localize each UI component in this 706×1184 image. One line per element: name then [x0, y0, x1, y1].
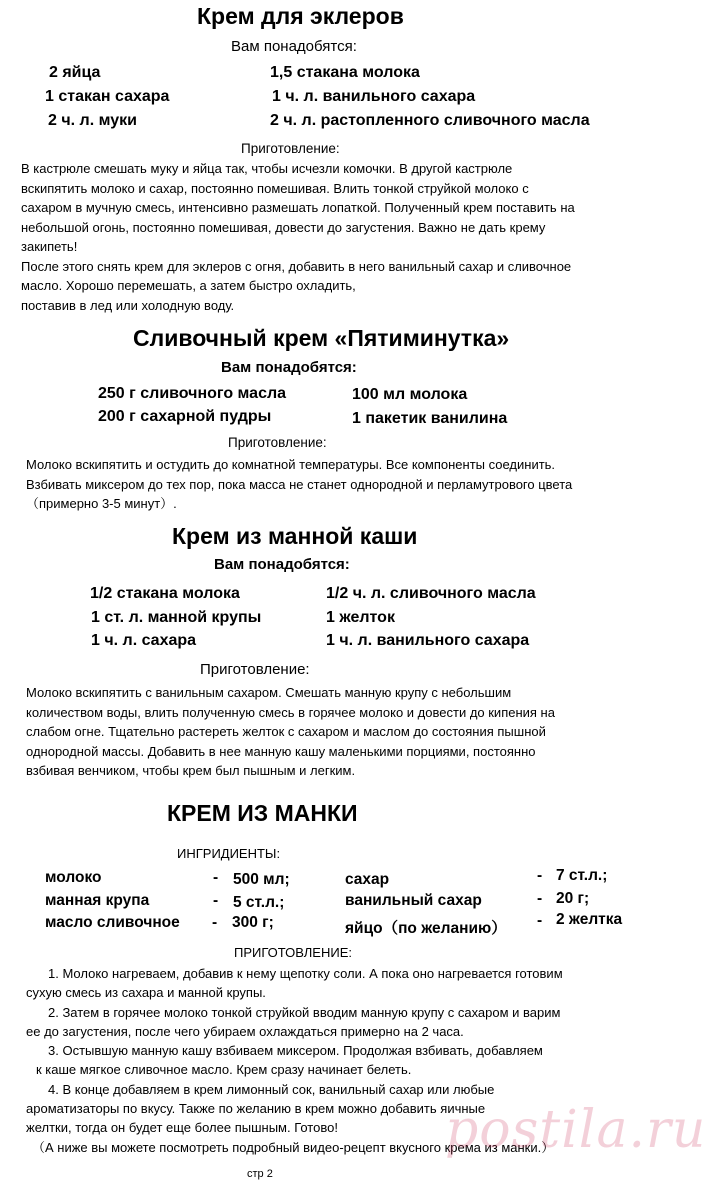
recipe4-ingredient-name: яйцо（по желанию）: [345, 920, 507, 937]
text-line: небольшой огонь, постоянно помешивая, довести до загустения. Важно не дать крему: [21, 219, 546, 235]
text-line: сахаром в мучную смесь, интенсивно размешать лопаткой. Полученный крем поставить на: [21, 200, 575, 215]
recipe2-ingredient: 250 г сливочного масла: [98, 385, 287, 402]
text-line: закипеть!: [21, 239, 78, 254]
recipe4-ingredient-name: манная крупа: [45, 892, 150, 909]
recipe3-ingredient: 1/2 стакана молока: [90, 585, 240, 602]
text-line: количеством воды, влить полученную смесь в горячее молоко и довести до кипения на: [26, 704, 555, 720]
recipe3-ingredient: 1/2 ч. л. сливочного масла: [326, 585, 536, 602]
recipe2-title: Сливочный крем «Пятиминутка»: [133, 325, 510, 351]
dash: -: [537, 912, 543, 929]
recipe2-ingredient: 100 мл молока: [352, 386, 468, 403]
recipe4-ingredient-amount: 5 ст.л.;: [233, 894, 285, 911]
text-line: однородной массы. Добавить в нее манную кашу маленькими порциями, постоянно: [26, 743, 536, 759]
step-line: к каше мягкое сливочное масло. Крем сразу начинает белеть.: [36, 1062, 412, 1078]
dash: -: [213, 869, 219, 886]
recipe3-ingredient: 1 ч. л. сахара: [91, 632, 197, 649]
text-line: Молоко вскипятить с ванильным сахаром. Смешать манную крупу с небольшим: [26, 685, 512, 700]
recipe3-title: Крем из манной каши: [172, 523, 418, 549]
recipe4-ingredient-amount: 300 г;: [232, 914, 274, 931]
recipe1-prep-heading: Приготовление:: [241, 141, 340, 156]
recipe1-title: Крем для эклеров: [197, 3, 404, 29]
recipe2-need-heading: Вам понадобятся:: [221, 359, 357, 376]
recipe4-ingredient-amount: 2 желтка: [556, 911, 623, 928]
recipe4-ingredient-name: сахар: [345, 871, 390, 888]
recipe3-ingredient: 1 ст. л. манной крупы: [91, 609, 262, 626]
recipe4-ingredient-amount: 7 ст.л.;: [556, 867, 608, 884]
step-line: желтки, тогда он будет еще более пышным. Готово!: [26, 1120, 338, 1136]
recipe4-ingredients-heading: ИНГРИДИЕНТЫ:: [177, 846, 281, 861]
recipe4-title: КРЕМ ИЗ МАНКИ: [167, 800, 358, 826]
text-line: В кастрюле смешать муку и яйца так, чтобы исчезли комочки. В другой кастрюле: [21, 161, 513, 176]
recipe2-ingredient: 1 пакетик ванилина: [352, 410, 508, 427]
dash: -: [537, 890, 543, 907]
text-line: масло. Хорошо перемешать, а затем быстро охладить,: [21, 278, 356, 293]
text-line: поставив в лед или холодную воду.: [21, 297, 235, 313]
text-line: （примерно 3-5 минут）.: [26, 496, 177, 511]
recipe1-ingredient: 1 ч. л. ванильного сахара: [272, 88, 476, 105]
step-line: ее до загустения, после чего убираем охлаждаться примерно на 2 часа.: [26, 1023, 464, 1039]
recipe1-instructions: [21, 159, 657, 315]
recipe1-ingredient: 1 стакан сахара: [45, 88, 170, 105]
recipe4-ingredient-amount: 500 мл;: [233, 871, 290, 888]
step-line: （А ниже вы можете посмотреть подробный видео-рецепт вкусного крема из манки.）: [32, 1139, 555, 1155]
text-line: вскипятить молоко и сахар, постоянно помешивая. Влить тонкой струйкой молоко с: [21, 180, 529, 196]
recipe2-instructions: [26, 455, 662, 514]
step-line: 3. Остывшую манную кашу взбиваем миксером. Продолжая взбивать, добавляем: [48, 1043, 543, 1059]
text-line: взбивая венчиком, чтобы крем был пышным и легким.: [26, 763, 356, 778]
text-line: Молоко вскипятить и остудить до комнатной температуры. Все компоненты соединить.: [26, 457, 556, 472]
page-number: стр 2: [247, 1168, 273, 1180]
step-line: 2. Затем в горячее молоко тонкой струйкой вводим манную крупу с сахаром и варим: [48, 1004, 561, 1020]
recipe3-need-heading: Вам понадобятся:: [214, 556, 350, 573]
recipe4-prep-heading: ПРИГОТОВЛЕНИЕ:: [234, 945, 352, 960]
step-line: 1. Молоко нагреваем, добавив к нему щепотку соли. А пока оно нагревается готовим: [48, 966, 563, 981]
recipe4-ingredient-name: масло сливочное: [45, 914, 180, 931]
recipe3-ingredient: 1 желток: [326, 609, 395, 626]
watermark-text: postila.ru: [445, 1100, 706, 1160]
recipe1-ingredient: 2 ч. л. растопленного сливочного масла: [270, 112, 590, 129]
step-line: сухую смесь из сахара и манной крупы.: [26, 985, 266, 1001]
recipe2-prep-heading: Приготовление:: [228, 435, 327, 450]
dash: -: [537, 867, 543, 884]
recipe1-ingredient: 1,5 стакана молока: [270, 64, 420, 81]
text-line: слабом огне. Тщательно растереть желток с сахаром и маслом до состояния пышной: [26, 724, 546, 739]
recipe3-prep-heading: Приготовление:: [200, 661, 310, 678]
dash: -: [213, 892, 219, 909]
step-line: ароматизаторы по вкусу. Также по желанию в крем можно добавить яичные: [26, 1101, 486, 1117]
recipe1-ingredient: 2 яйца: [49, 64, 101, 81]
recipe3-ingredient: 1 ч. л. ванильного сахара: [326, 632, 530, 649]
recipe4-ingredient-name: молоко: [45, 869, 102, 886]
recipe4-ingredient-name: ванильный сахар: [345, 892, 482, 909]
text-line: Взбивать миксером до тех пор, пока масса не станет однородной и перламутрового цвета: [26, 476, 573, 492]
recipe1-ingredient: 2 ч. л. муки: [48, 112, 137, 129]
text-line: После этого снять крем для эклеров с огня, добавить в него ванильный сахар и сливочное: [21, 258, 572, 274]
recipe4-ingredient-amount: 20 г;: [556, 890, 590, 907]
recipe3-instructions: [26, 683, 662, 781]
recipe1-need-heading: Вам понадобятся:: [231, 38, 357, 55]
step-line: 4. В конце добавляем в крем лимонный сок, ванильный сахар или любые: [48, 1081, 495, 1097]
recipe2-ingredient: 200 г сахарной пудры: [98, 408, 272, 425]
dash: -: [212, 914, 218, 931]
